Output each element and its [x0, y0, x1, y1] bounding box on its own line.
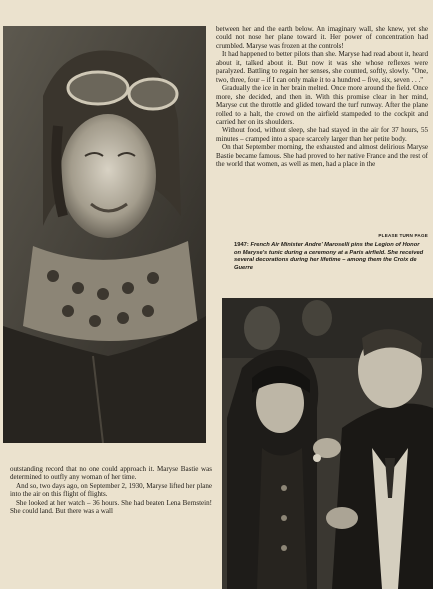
- aviator-portrait-image: [3, 26, 206, 443]
- turn-page-note: PLEASE TURN PAGE: [378, 233, 428, 238]
- paragraph: And so, two days ago, on September 2, 1930, Maryse lifted her plane into the air on this flight of flights.: [10, 481, 212, 499]
- photo-caption: [234, 242, 428, 272]
- right-text-column: [216, 25, 428, 169]
- paragraph: Without food, without sleep, she had stayed in the air for 37 hours, 55 minutes – cramped into a space scarcely larger than her petite body.: [216, 126, 428, 143]
- caption-text: French Air Minister Andre' Maroselli pins the Legion of Honor on Maryse's tunic during a ceremony at a Paris airfield. She received several decorations during her lifetime – among them the Croix de Guerre: [234, 242, 424, 271]
- left-text-column: [10, 465, 212, 516]
- paragraph: outstanding record that no one could approach it. Maryse Bastie was determined to outfly any woman of her time.: [10, 465, 212, 482]
- paragraph: between her and the earth below. An imaginary wall, she knew, yet she could not nose her plane toward it. Her power of concentration had crumbled. Maryse was frozen at the controls!: [216, 25, 428, 50]
- paragraph: Gradually the ice in her brain melted. Once more around the field. Once more, she decided, and then in. With this promise clear in her mind, Maryse cut the throttle and glided toward the turf runway. After the plane rolled to a halt, the crowd on the airfield stampeded to the cockpit and carried her on its shoulders.: [216, 84, 428, 126]
- paragraph: She looked at her watch – 36 hours. She had beaten Lena Bernstein! She could land. But there was a wall: [10, 498, 212, 516]
- ceremony-image: [222, 298, 433, 589]
- portrait-photo: [3, 26, 206, 443]
- paragraph: It had happened to better pilots than she. Maryse had read about it, heard about it, talked about it. But now it was she whose reflexes were paralyzed. Battling to regain her senses, she counted, softly, slowly. "One, two, three, four – if I can only make it to a hundred – five, six, seven . . .": [216, 50, 428, 84]
- paragraph: On that September morning, the exhausted and almost delirious Maryse Bastie became famous. She had proved to her native France and the rest of the world that women, as well as men, had a place in the: [216, 143, 428, 169]
- caption-year: 1947:: [234, 242, 249, 248]
- ceremony-photo: [222, 298, 433, 589]
